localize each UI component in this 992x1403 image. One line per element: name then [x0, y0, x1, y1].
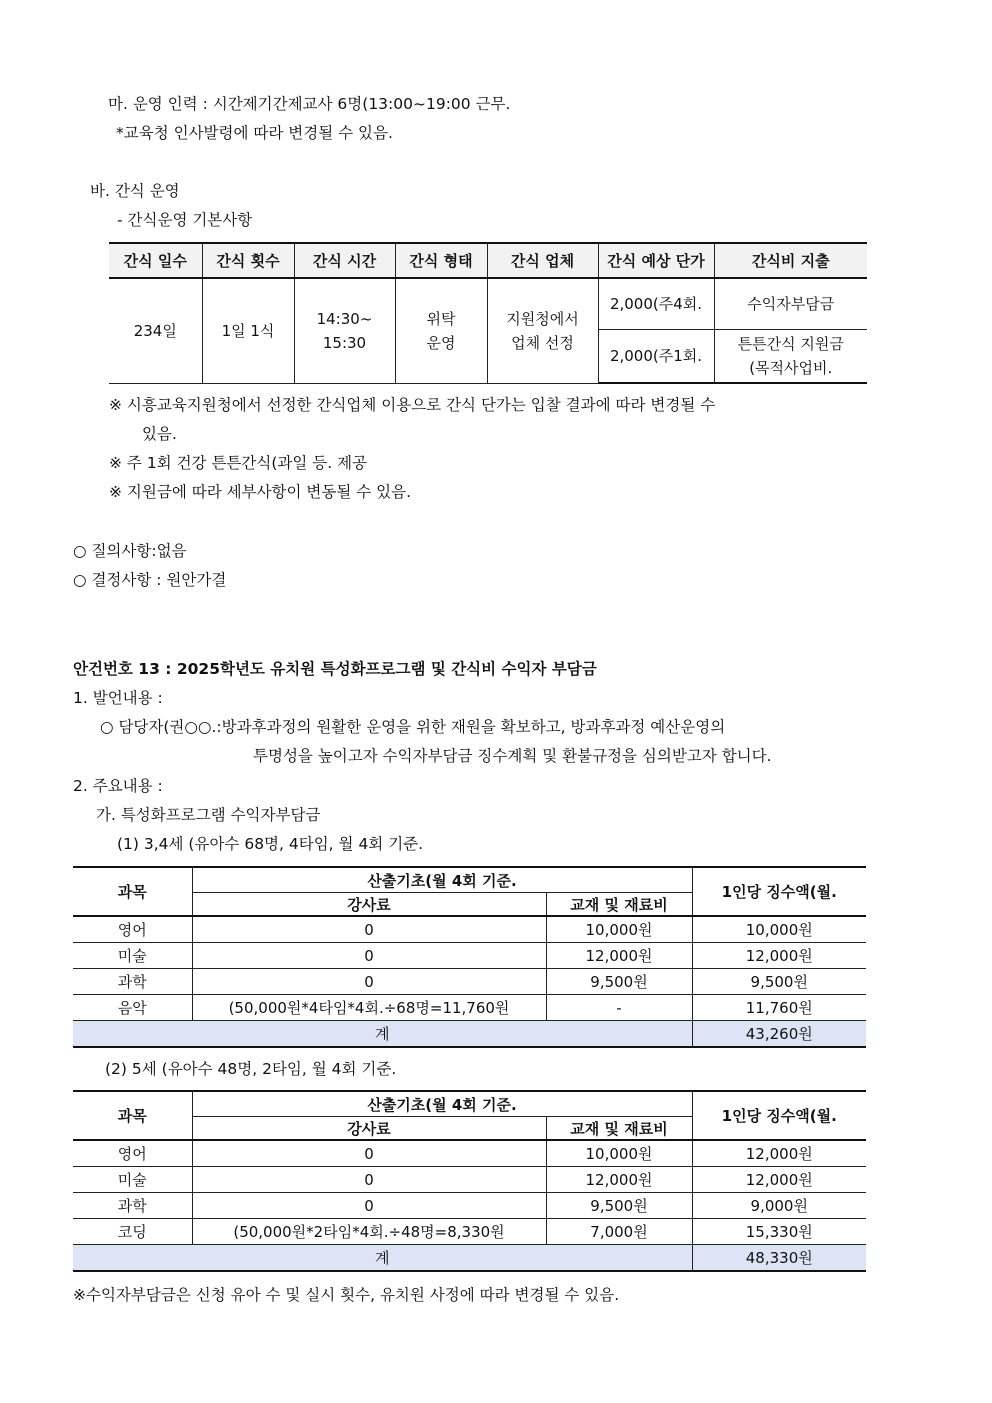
fee2-lecturer: 0 — [192, 1193, 546, 1219]
agenda-13-speech-1: ○ 담당자(권○○.:방과후과정의 원활한 운영을 위한 재원을 확보하고, 방과후과정 예산운영의 — [100, 718, 726, 736]
fee2-header-subject: 과목 — [73, 1091, 192, 1140]
snack-note-1-cont: 있음. — [142, 425, 177, 443]
table-row — [73, 1140, 866, 1167]
fee2-header-per-person: 1인당 징수액(월. — [692, 1091, 866, 1140]
agenda-13-title: 안건번호 13 : 2025학년도 유치원 특성화프로그램 및 간식비 수익자 부담금 — [73, 660, 597, 678]
fee1-lecturer: (50,000원*4타임*4회.÷68명=11,760원 — [192, 995, 546, 1021]
fee1-lecturer: 0 — [192, 943, 546, 969]
fee2-materials: 12,000원 — [546, 1167, 692, 1193]
snack-section-subtitle: - 간식운영 기본사항 — [117, 211, 253, 229]
decision-line: ○ 결정사항 : 원안가결 — [73, 571, 227, 589]
fee2-header-materials: 교재 및 재료비 — [546, 1117, 692, 1141]
fee1-subject: 영어 — [73, 916, 192, 943]
fee1-subject: 과학 — [73, 969, 192, 995]
fee1-amount: 10,000원 — [692, 916, 866, 943]
table-row — [73, 1219, 866, 1245]
fee1-amount: 11,760원 — [692, 995, 866, 1021]
total-row — [73, 1021, 866, 1048]
snack-time — [294, 278, 395, 383]
fee1-materials: 10,000원 — [546, 916, 692, 943]
fee-table-2-caption: (2) 5세 (유아수 48명, 2타임, 월 4회 기준. — [105, 1060, 397, 1078]
snack-form-line1: 위탁 — [426, 309, 456, 328]
snack-note-3: ※ 지원금에 따라 세부사항이 변동될 수 있음. — [109, 483, 412, 501]
fee1-header-lecturer: 강사료 — [192, 893, 546, 917]
fee2-lecturer: 0 — [192, 1140, 546, 1167]
snack-price-1: 2,000(주4회. — [598, 278, 714, 329]
fee2-total: 48,330원 — [692, 1245, 866, 1272]
fee1-total-label: 계 — [73, 1021, 692, 1048]
fee1-materials: 12,000원 — [546, 943, 692, 969]
fee1-subject: 음악 — [73, 995, 192, 1021]
snack-expense-2-line1: 튼튼간식 지원금 — [737, 334, 844, 353]
fee2-header-lecturer: 강사료 — [192, 1117, 546, 1141]
snack-form — [395, 278, 487, 383]
snack-vendor-line2: 업체 선정 — [511, 333, 574, 352]
table-row — [73, 943, 866, 969]
snack-table — [109, 242, 867, 384]
snack-header-form: 간식 형태 — [395, 243, 487, 278]
snack-header-count: 간식 횟수 — [202, 243, 294, 278]
fee2-amount: 12,000원 — [692, 1140, 866, 1167]
fee2-total-label: 계 — [73, 1245, 692, 1272]
agenda-13-item2: 2. 주요내용 : — [73, 777, 163, 795]
snack-note-1: ※ 시흥교육지원청에서 선정한 간식업체 이용으로 간식 단가는 입찰 결과에 따라 변경될 수 — [109, 396, 716, 414]
footnote: ※수익자부담금은 신청 유아 수 및 실시 횟수, 유치원 사정에 따라 변경될 수 있음. — [73, 1286, 620, 1304]
snack-vendor — [487, 278, 598, 383]
staff-line: 마. 운영 인력 : 시간제기간제교사 6명(13:00~19:00 근무. — [108, 95, 511, 113]
agenda-13-item1: 1. 발언내용 : — [73, 689, 163, 707]
fee1-materials: - — [546, 995, 692, 1021]
fee1-header-basis: 산출기초(월 4회 기준. — [192, 867, 692, 893]
snack-header-time: 간식 시간 — [294, 243, 395, 278]
snack-time-end: 15:30 — [322, 333, 367, 352]
snack-expense-1: 수익자부담금 — [714, 278, 867, 329]
fee1-amount: 9,500원 — [692, 969, 866, 995]
fee1-header-materials: 교재 및 재료비 — [546, 893, 692, 917]
fee1-lecturer: 0 — [192, 916, 546, 943]
fee1-header-per-person: 1인당 징수액(월. — [692, 867, 866, 916]
fee-table-2 — [73, 1090, 866, 1272]
fee1-total: 43,260원 — [692, 1021, 866, 1048]
snack-days: 234일 — [109, 278, 202, 383]
total-row — [73, 1245, 866, 1272]
fee2-lecturer: (50,000원*2타임*4회.÷48명=8,330원 — [192, 1219, 546, 1245]
fee2-subject: 코딩 — [73, 1219, 192, 1245]
agenda-13-sub-ga: 가. 특성화프로그램 수익자부담금 — [96, 806, 321, 824]
snack-expense-2-line2: (목적사업비. — [749, 358, 833, 377]
fee2-materials: 10,000원 — [546, 1140, 692, 1167]
snack-section-title: 바. 간식 운영 — [90, 182, 180, 200]
fee1-amount: 12,000원 — [692, 943, 866, 969]
snack-expense-2 — [714, 329, 867, 383]
fee2-header-basis: 산출기초(월 4회 기준. — [192, 1091, 692, 1117]
fee1-lecturer: 0 — [192, 969, 546, 995]
snack-price-2: 2,000(주1회. — [598, 329, 714, 383]
fee1-materials: 9,500원 — [546, 969, 692, 995]
fee2-materials: 7,000원 — [546, 1219, 692, 1245]
table-row — [73, 1193, 866, 1219]
fee2-subject: 영어 — [73, 1140, 192, 1167]
agenda-13-speech-2: 투명성을 높이고자 수익자부담금 징수계획 및 환불규정을 심의받고자 합니다. — [253, 747, 772, 765]
snack-header-days: 간식 일수 — [109, 243, 202, 278]
staff-note: *교육청 인사발령에 따라 변경될 수 있음. — [116, 124, 393, 142]
fee2-amount: 9,000원 — [692, 1193, 866, 1219]
snack-header-expense: 간식비 지출 — [714, 243, 867, 278]
fee2-amount: 12,000원 — [692, 1167, 866, 1193]
snack-header-vendor: 간식 업체 — [487, 243, 598, 278]
inquiry-line: ○ 질의사항:없음 — [73, 542, 187, 560]
table-row — [73, 916, 866, 943]
fee1-subject: 미술 — [73, 943, 192, 969]
snack-vendor-line1: 지원청에서 — [506, 309, 579, 328]
snack-time-start: 14:30~ — [316, 309, 373, 328]
fee-table-1 — [73, 866, 866, 1048]
fee2-lecturer: 0 — [192, 1167, 546, 1193]
snack-count: 1일 1식 — [202, 278, 294, 383]
fee2-amount: 15,330원 — [692, 1219, 866, 1245]
snack-note-2: ※ 주 1회 건강 튼튼간식(과일 등. 제공 — [109, 454, 368, 472]
snack-form-line2: 운영 — [426, 333, 456, 352]
table-row — [73, 995, 866, 1021]
table-row — [73, 1167, 866, 1193]
table-row — [73, 969, 866, 995]
snack-header-price: 간식 예상 단가 — [598, 243, 714, 278]
fee2-subject: 과학 — [73, 1193, 192, 1219]
fee2-subject: 미술 — [73, 1167, 192, 1193]
fee-table-1-caption: (1) 3,4세 (유아수 68명, 4타임, 월 4회 기준. — [117, 835, 424, 853]
fee1-header-subject: 과목 — [73, 867, 192, 916]
fee2-materials: 9,500원 — [546, 1193, 692, 1219]
